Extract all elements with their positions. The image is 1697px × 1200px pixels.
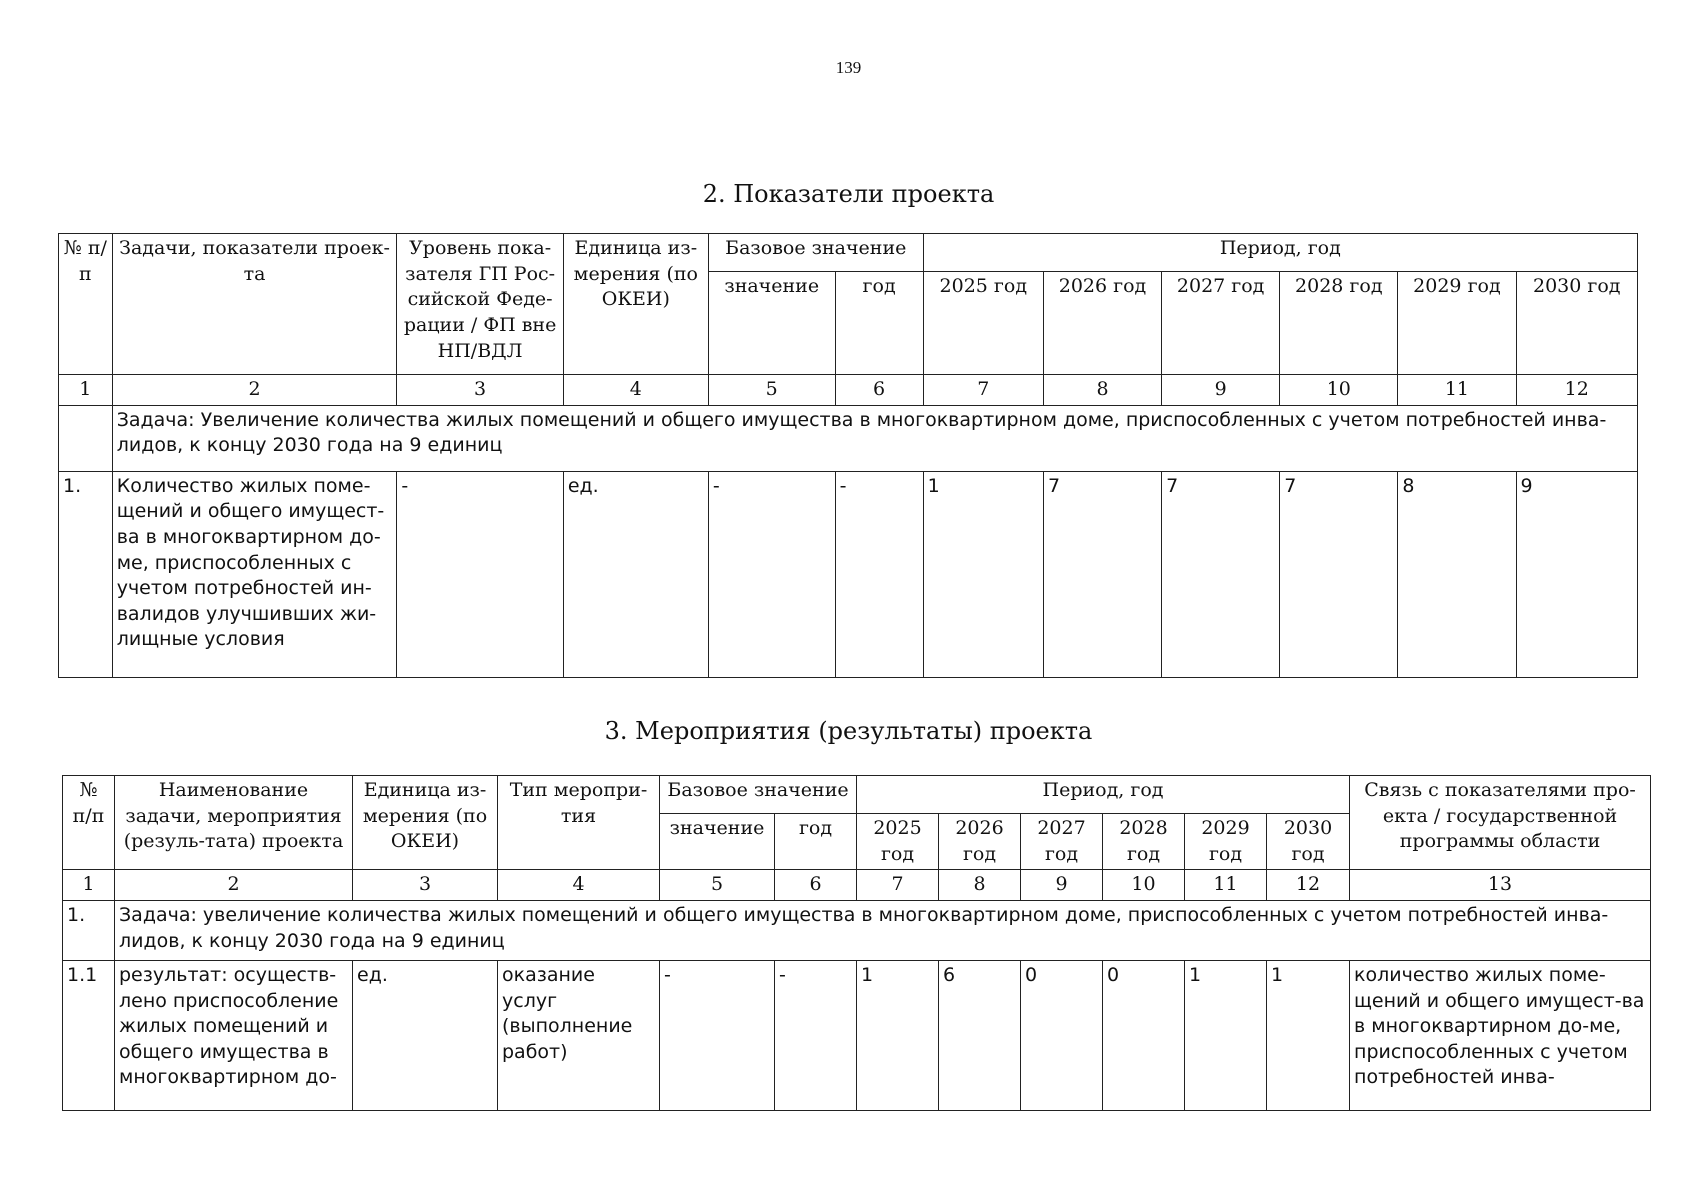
column-number: 13 bbox=[1350, 870, 1651, 901]
column-number: 2 bbox=[115, 870, 353, 901]
header-unit: Единица из-мерения (по ОКЕИ) bbox=[563, 234, 708, 375]
column-number: 7 bbox=[923, 375, 1043, 406]
header-period: Период, год bbox=[923, 234, 1637, 272]
measure-value: 0 bbox=[1021, 960, 1103, 1110]
measure-value: 1 bbox=[1185, 960, 1267, 1110]
header-base-value: значение bbox=[708, 272, 835, 375]
header-link: Связь с показателями про-екта / государственной программы области bbox=[1350, 776, 1651, 870]
header-year: 2026 год bbox=[939, 814, 1021, 870]
indicator-unit: ед. bbox=[563, 471, 708, 677]
column-number: 12 bbox=[1516, 375, 1638, 406]
measure-unit: ед. bbox=[353, 960, 498, 1110]
column-number: 10 bbox=[1103, 870, 1185, 901]
header-num: № п/п bbox=[59, 234, 113, 375]
indicator-name: Количество жилых поме-щений и общего имущест-ва в многоквартирном до-ме, приспособленных с учетом потребностей ин-валидов улучшивших жи-лищные условия bbox=[112, 471, 397, 677]
column-number: 1 bbox=[59, 375, 113, 406]
column-number: 8 bbox=[1043, 375, 1161, 406]
header-year: 2030 год bbox=[1267, 814, 1350, 870]
measure-value: 1 bbox=[857, 960, 939, 1110]
indicator-value: 8 bbox=[1398, 471, 1516, 677]
column-number: 11 bbox=[1185, 870, 1267, 901]
header-period: Период, год bbox=[857, 776, 1350, 814]
header-year: 2027 год bbox=[1162, 272, 1280, 375]
indicator-value: 9 bbox=[1516, 471, 1638, 677]
indicator-base-value: - bbox=[708, 471, 835, 677]
task-row-num: 1. bbox=[63, 900, 115, 960]
column-number: 9 bbox=[1021, 870, 1103, 901]
measure-link: количество жилых поме-щений и общего имущест-ва в многоквартирном до-ме, приспособленных с учетом потребностей инва- bbox=[1350, 960, 1651, 1110]
section-2-title: 2. Показатели проекта bbox=[702, 180, 995, 208]
header-num: № п/п bbox=[63, 776, 115, 870]
measure-value: 6 bbox=[939, 960, 1021, 1110]
row-num: 1.1 bbox=[63, 960, 115, 1110]
indicator-value: 7 bbox=[1280, 471, 1398, 677]
header-year: 2025 год bbox=[923, 272, 1043, 375]
column-number: 6 bbox=[775, 870, 857, 901]
task-row: Задача: увеличение количества жилых помещений и общего имущества в многоквартирном доме, приспособленных с учетом потребностей инва-лидов, к концу 2030 года на 9 единиц bbox=[115, 900, 1651, 960]
header-unit: Единица из-мерения (по ОКЕИ) bbox=[353, 776, 498, 870]
column-number: 11 bbox=[1398, 375, 1516, 406]
measure-base-year: - bbox=[775, 960, 857, 1110]
column-number: 4 bbox=[563, 375, 708, 406]
header-base-year: год bbox=[835, 272, 923, 375]
header-base: Базовое значение bbox=[660, 776, 857, 814]
column-number: 12 bbox=[1267, 870, 1350, 901]
header-year: 2025 год bbox=[857, 814, 939, 870]
measure-type: оказание услуг (выполнение работ) bbox=[498, 960, 660, 1110]
row-num: 1. bbox=[59, 471, 113, 677]
measures-table bbox=[62, 775, 1651, 1111]
indicator-value: 7 bbox=[1162, 471, 1280, 677]
column-number: 3 bbox=[353, 870, 498, 901]
section-3-title: 3. Мероприятия (результаты) проекта bbox=[604, 717, 1093, 745]
header-task: Задачи, показатели проек-та bbox=[112, 234, 397, 375]
measure-value: 1 bbox=[1267, 960, 1350, 1110]
column-number: 3 bbox=[397, 375, 563, 406]
header-base-value: значение bbox=[660, 814, 775, 870]
column-number: 5 bbox=[708, 375, 835, 406]
column-number: 2 bbox=[112, 375, 397, 406]
column-number: 5 bbox=[660, 870, 775, 901]
header-year: 2030 год bbox=[1516, 272, 1638, 375]
indicator-value: 7 bbox=[1043, 471, 1161, 677]
measure-base-value: - bbox=[660, 960, 775, 1110]
measure-value: 0 bbox=[1103, 960, 1185, 1110]
header-year: 2026 год bbox=[1043, 272, 1161, 375]
column-number: 7 bbox=[857, 870, 939, 901]
header-year: 2029 год bbox=[1398, 272, 1516, 375]
measure-name: результат: осуществ-лено приспособление жилых помещений и общего имущества в многоквартирном до- bbox=[115, 960, 353, 1110]
column-number: 1 bbox=[63, 870, 115, 901]
header-base-year: год bbox=[775, 814, 857, 870]
column-number: 4 bbox=[498, 870, 660, 901]
column-number: 6 bbox=[835, 375, 923, 406]
header-year: 2028 год bbox=[1280, 272, 1398, 375]
header-year: 2028 год bbox=[1103, 814, 1185, 870]
indicator-value: 1 bbox=[923, 471, 1043, 677]
header-year: 2027 год bbox=[1021, 814, 1103, 870]
header-base: Базовое значение bbox=[708, 234, 923, 272]
header-level: Уровень пока-зателя ГП Рос-сийской Феде-рации / ФП вне НП/ВДЛ bbox=[397, 234, 563, 375]
column-number: 8 bbox=[939, 870, 1021, 901]
task-row: Задача: Увеличение количества жилых помещений и общего имущества в многоквартирном доме, приспособленных с учетом потребностей инва-лидов, к концу 2030 года на 9 единиц bbox=[112, 405, 1637, 471]
page-number: 139 bbox=[835, 58, 862, 77]
indicator-base-year: - bbox=[835, 471, 923, 677]
task-row-empty bbox=[59, 405, 113, 471]
header-task: Наименование задачи, мероприятия (резуль-тата) проекта bbox=[115, 776, 353, 870]
indicator-level: - bbox=[397, 471, 563, 677]
column-number: 9 bbox=[1162, 375, 1280, 406]
header-year: 2029 год bbox=[1185, 814, 1267, 870]
indicators-table bbox=[58, 233, 1638, 678]
header-type: Тип меропри-тия bbox=[498, 776, 660, 870]
column-number: 10 bbox=[1280, 375, 1398, 406]
